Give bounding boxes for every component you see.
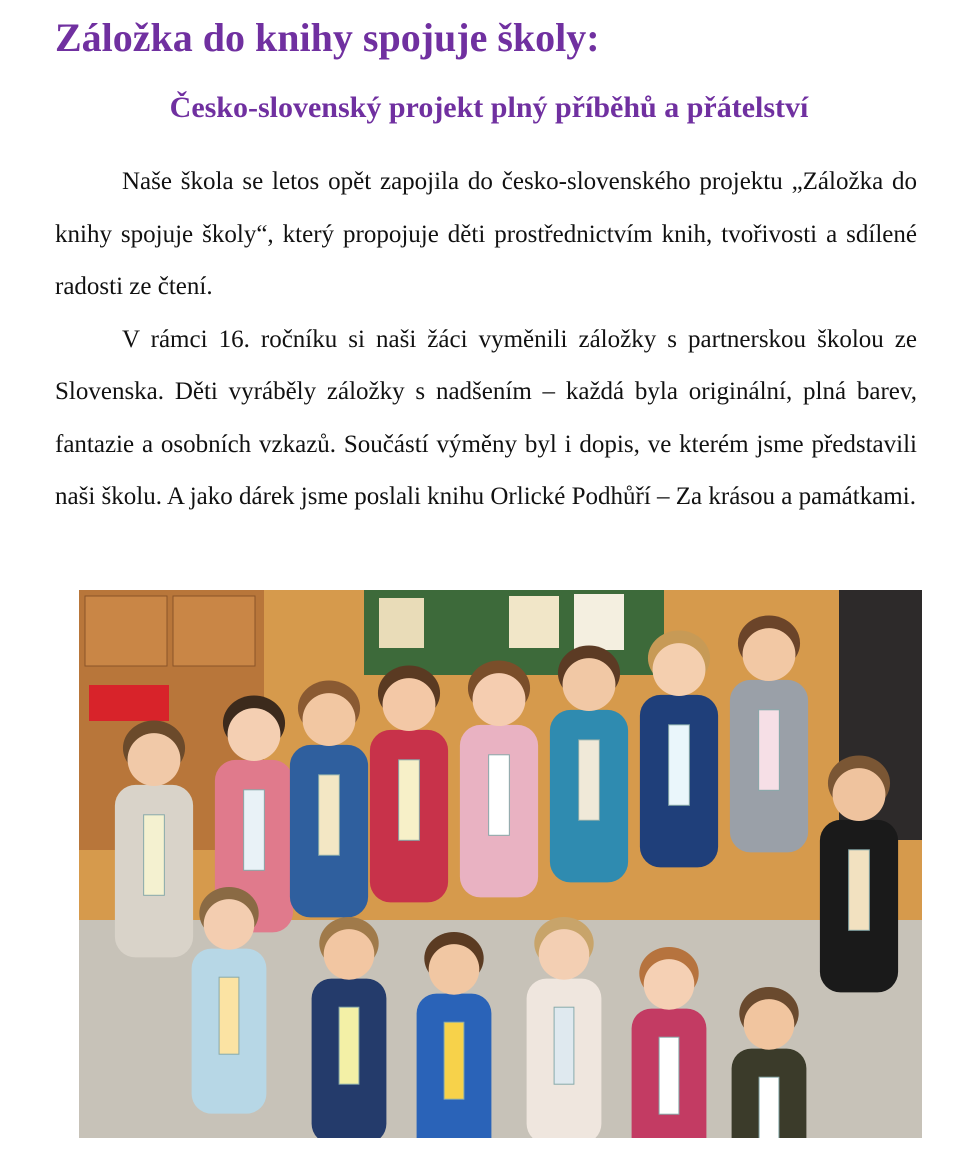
bookmark (219, 977, 239, 1054)
child-face (383, 678, 436, 731)
article-subtitle: Česko-slovenský projekt plný příběhů a přátelství (169, 91, 809, 124)
bookmark (444, 1022, 464, 1099)
child-face (539, 929, 590, 980)
bookmark (669, 725, 690, 806)
bookmark (554, 1007, 574, 1084)
child-face (563, 658, 616, 711)
child-face (743, 628, 796, 681)
child-face (653, 643, 706, 696)
bookmark (144, 815, 165, 896)
child-face (833, 768, 886, 821)
bookmark (319, 775, 340, 856)
cabinet-door (173, 596, 255, 666)
class-photo (79, 590, 922, 1138)
class-photo-illustration (79, 590, 922, 1138)
article-paragraph-1: Naše škola se letos opět zapojila do česko-slovenského projektu „Záložka do knihy spojuje školy“, který propojuje děti prostřednictvím knih, tvořivosti a sdílené radosti ze čtení. (55, 168, 917, 300)
bookmark (579, 740, 600, 821)
child-face (473, 673, 526, 726)
child-face (744, 999, 795, 1050)
bulletin-poster (379, 598, 424, 648)
bookmark (339, 1007, 359, 1084)
child-face (324, 929, 375, 980)
child-face (128, 733, 181, 786)
child-face (644, 959, 695, 1010)
bookmark (659, 1037, 679, 1114)
bulletin-poster (574, 594, 624, 650)
bookmark (759, 1077, 779, 1138)
child-face (204, 899, 255, 950)
child-face (429, 944, 480, 995)
child-face (303, 693, 356, 746)
bookmark (759, 710, 780, 791)
cabinet-door (85, 596, 167, 666)
bookmark (399, 760, 420, 841)
bulletin-poster (509, 596, 559, 648)
red-box (89, 685, 169, 721)
article-title: Záložka do knihy spojuje školy: (55, 15, 600, 60)
article-body (55, 156, 917, 524)
bookmark (849, 850, 870, 931)
bookmark (244, 790, 265, 871)
child-face (228, 708, 281, 761)
bookmark (489, 755, 510, 836)
article-paragraph-2: V rámci 16. ročníku si naši žáci vyměnili záložky s partnerskou školou ze Slovenska. Děti vyráběly záložky s nadšením – každá byla originální, plná barev, fantazie a osobních vzkazů. Součástí výměny byl i dopis, ve kterém jsme představili naši školu. A jako dárek jsme poslali knihu Orlické Podhůří – Za krásou a památkami. (55, 325, 917, 510)
